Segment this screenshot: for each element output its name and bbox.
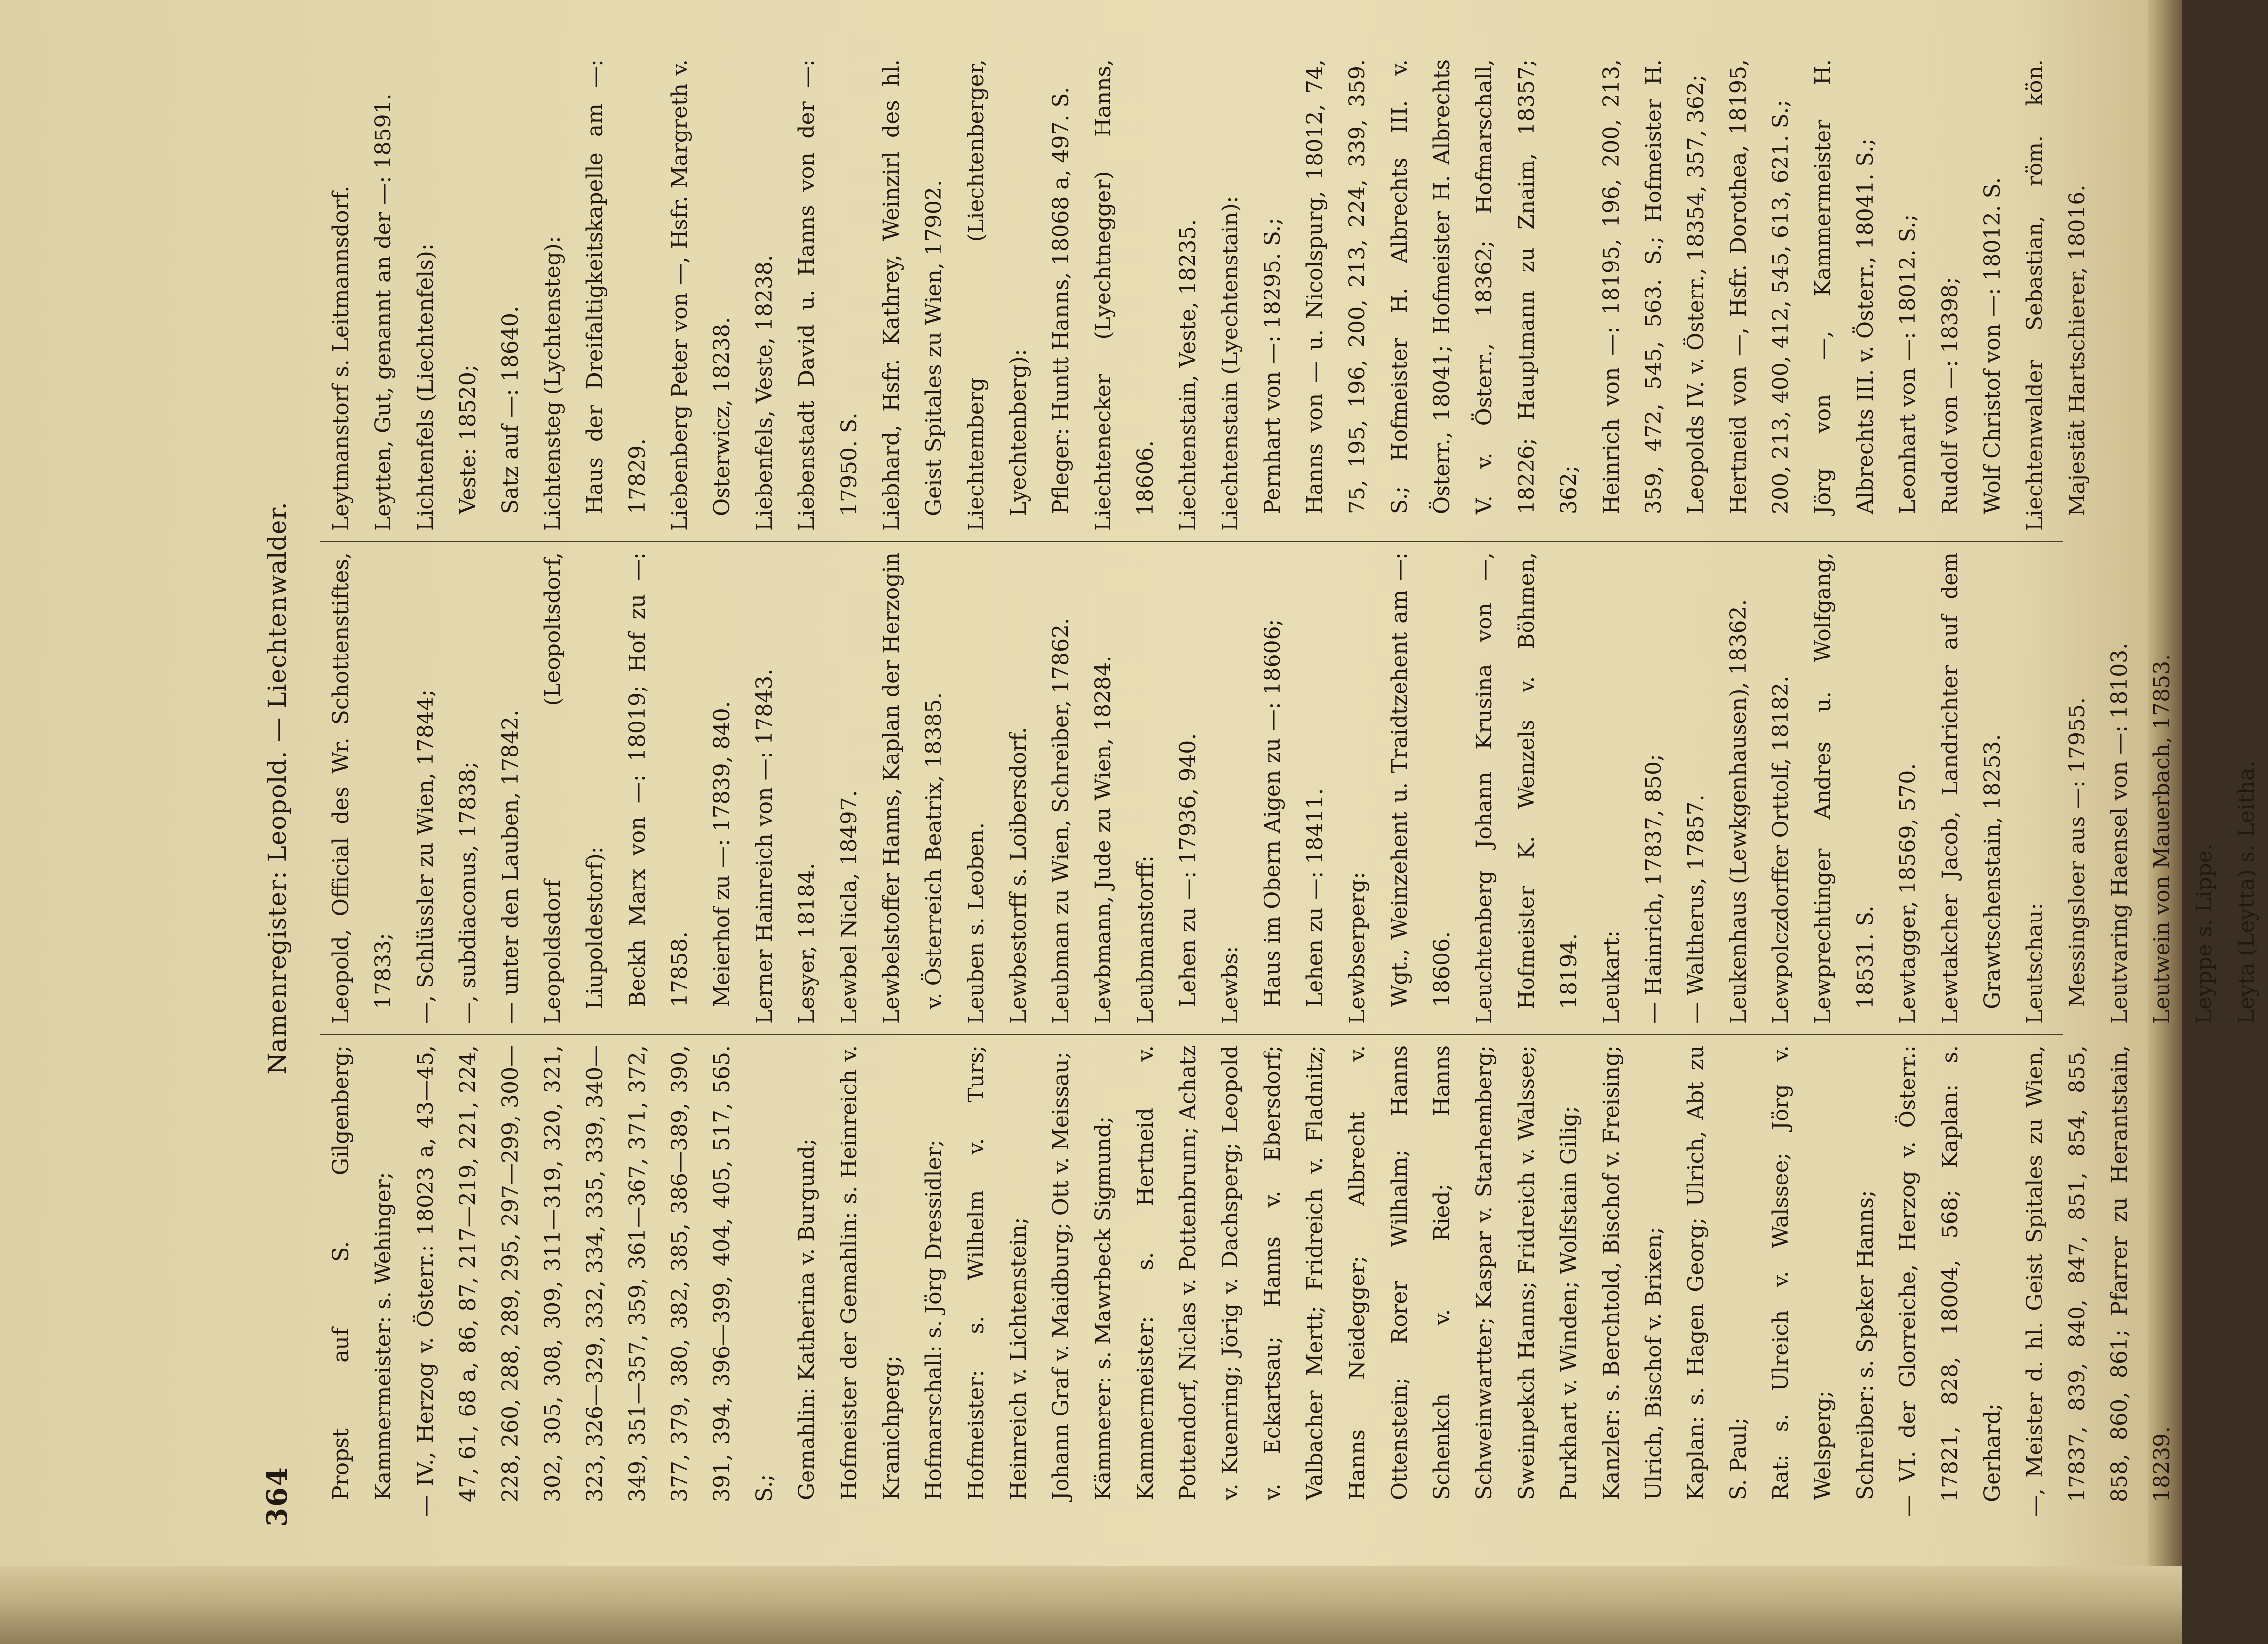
index-entry: Liebenberg Peter von —, Hsfr. Margreth v. Osterwicz, 18238. [667, 59, 735, 531]
index-columns [320, 49, 2259, 1527]
index-entry: Beckh Marx von —: 18019; Hof zu —: 17858. [625, 552, 692, 1007]
index-entry: Leyta (Leytta) s. Leitha. [2234, 760, 2259, 1024]
index-entry: Leukart: [1599, 930, 1624, 1024]
index-column-2 [320, 541, 2259, 1034]
index-entry: Haus im Obern Aigen zu —: 18606; [1260, 619, 1285, 1007]
running-head [251, 49, 310, 1527]
index-entry: Rudolf von —: 18398; [1938, 277, 1963, 514]
index-entry: Lehen zu —: 17936, 940. [1175, 733, 1200, 1007]
index-entry: — IV., Herzog v. Österr.: 18023 a, 43—45, 47, 61, 68 a, 86, 87, 217—219, 221, 224, 228, 260, 288, 289, 295, 297—299, 300—302, 305, 308, 309, 311—319, 320, 321, 323, 326—329, 332, 334, 335, 339, 340—349, 351—357, 359, 361—367, 371, 372, 377, 379, 380, 382, 385, 386—389, 390, 391, 394, 396—399, 404, 405, 517, 565. S.; [413, 1045, 777, 1517]
index-entry: — Hainrich, 17837, 850; [1641, 754, 1666, 1024]
index-entry: Liebhard, Hsfr. Kathrey, Weinzirl des hl. Geist Spitales zu Wien, 17902. [879, 59, 946, 531]
index-entry: Leopoldsdorf (Leopoltsdorf, Liupoldestorf): [540, 552, 608, 1024]
index-entry: Liechtenwalder Sebastian, röm. kön. Majestät Hartschierer, 18016. [2022, 59, 2090, 531]
index-entry: Jörg von —, Kammermeister H. Albrechts III. v. Österr., 18041. S.; [1811, 59, 1878, 514]
index-entry: Gemahlin: Katherina v. Burgund; [794, 1138, 819, 1500]
index-entry: — VI. der Glorreiche, Herzog v. Österr.: 17821, 828, 18004, 568; Kaplan: s. Gerhard; [1895, 1045, 2005, 1517]
index-entry: Lewbelstoffer Hanns, Kaplan der Herzogin v. Österreich Beatrix, 18385. [879, 552, 946, 1024]
index-entry: Leutvaring Haensel von —: 18103. [2107, 642, 2132, 1024]
running-head-title: Namenregister: Leopold. — Liechtenwalder. [263, 501, 292, 1075]
index-entry: Hanns von — u. Nicolspurg, 18012, 74, 75, 195, 196, 200, 213, 224, 339, 359. S.; Hofmeister H. Albrechts III. v. Österr., 18041; Hofmeister H. Albrechts V. v. Österr., 18362; Hofmarschall, 18226; Hauptmann zu Znaim, 18357; 362; [1302, 59, 1582, 514]
rotated-text-block [251, 0, 2259, 1527]
index-entry: Kanzler: s. Berchtold, Bischof v. Freising; Ulrich, Bischof v. Brixen; [1599, 1045, 1666, 1500]
index-entry: Messingsloer aus —: 17955. [2065, 697, 2090, 1007]
index-entry: Leyppe s. Lippe. [2192, 843, 2217, 1024]
index-entry: Leuben s. Leoben. [964, 822, 989, 1024]
index-entry: Johann Graf v. Maidburg; Ott v. Meissau; [1048, 1052, 1073, 1500]
index-entry: Wgt., Weinzehent u. Traidtzehent am —: 18606. [1387, 552, 1455, 1007]
index-entry: Liebenfels, Veste, 18238. [752, 255, 777, 531]
index-entry: Leutschau: [2022, 902, 2047, 1024]
index-entry: —, Meister d. hl. Geist Spitales zu Wien, 17837, 839, 840, 847, 851, 854, 855, 858, 860, 861; Pfarrer zu Herantstain, 18239. [2022, 1045, 2174, 1517]
index-entry: — unter den Lauben, 17842. [498, 709, 523, 1024]
index-entry: Pfleger: Huntt Hanns, 18068 a, 497. S. [1048, 87, 1073, 514]
index-entry: Lerner Hainreich von —: 17843. [752, 668, 777, 1024]
index-entry: Liebenstadt David u. Hanns von der —: 17950. S. [794, 59, 862, 531]
index-entry: Hofmeister der Gemahlin: s. Heinreich v. Kranichperg; [837, 1045, 904, 1500]
index-entry: Leytten, Gut, genannt an der —: 18591. [371, 93, 396, 531]
index-entry: Lewprechtinger Andres u. Wolfgang, 18531. S. [1811, 552, 1878, 1024]
index-entry: Leuchtenberg Johann Krusina von —, Hofmeister K. Wenzels v. Böhmen, 18194. [1472, 552, 1582, 1024]
index-entry: — Waltherus, 17857. [1684, 794, 1709, 1024]
index-entry: Propst auf S. Gilgenberg; Kammermeister: s. Wehinger; [328, 1045, 396, 1500]
index-entry: Leytmanstorf s. Leitmannsdorf. [328, 185, 354, 531]
index-entry: Rat: s. Ulreich v. Walssee; Jörg v. Welsperg; [1768, 1045, 1836, 1500]
index-entry: Leonhart von —: 18012. S.; [1895, 214, 1920, 514]
index-entry: Liechtenstain, Veste, 18235. [1175, 219, 1200, 531]
index-entry: Wolf Christof von —: 18012. S. [1980, 177, 2005, 514]
index-entry: Lewtakcher Jacob, Landrichter auf dem Grawtschenstain, 18253. [1938, 552, 2005, 1024]
page-number: 364 [261, 1466, 293, 1527]
index-entry: Lewtagger, 18569, 570. [1895, 763, 1920, 1024]
index-entry: Lichtensteg (Lychtensteg): [540, 236, 565, 531]
index-entry: Lewpolczdorffer Orttolf, 18182. [1768, 675, 1793, 1024]
index-entry: Lewbserperg: [1345, 872, 1370, 1024]
index-entry: Leutwein von Mauerbach, 17853. [2149, 654, 2174, 1024]
index-entry: Lehen zu —: 18411. [1302, 788, 1328, 1007]
index-entry: Lewbmann, Jude zu Wien, 18284. [1091, 655, 1116, 1024]
index-entry: Schreiber: s. Speker Hanns; [1853, 1190, 1878, 1500]
index-entry: Hofmeister: s. Wilhelm v. Turs; Heinreich v. Lichtenstein; [964, 1045, 1031, 1500]
index-entry: Leubman zu Wien, Schreiber, 17862. [1048, 617, 1073, 1024]
index-entry: Hofmarschall: s. Jörg Dressidler; [921, 1139, 946, 1500]
index-entry: —, Schlüssler zu Wien, 17844; [413, 690, 438, 1024]
index-entry: Kammermeister: s. Hertneid v. Pottendorf, Niclas v. Pottenbrunn; Achatz v. Kuenring; Jörig v. Dachsperg; Leopold v. Eckartsau; Hanns v. Ebersdorf; Valbacher Mertt; Fridreich v. Fladnitz; Hanns Neidegger; Albrecht v. Ottenstein; Rorer Wilhalm; Hanns Schenkch v. Ried; Hanns Schweinwartter; Kaspar v. Starhemberg; Sweinpekch Hanns; Fridreich v. Walssee; Purkhart v. Winden; Wolfstain Gilig; [1133, 1045, 1582, 1500]
index-entry: Liechtemberg (Liechtenberger, Lyechtenberg): [964, 59, 1031, 531]
index-entry: Veste: 18520; [455, 364, 481, 514]
index-entry: —, subdiaconus, 17838; [455, 761, 481, 1024]
index-entry: Lichtenfels (Liechtenfels): [413, 243, 438, 531]
index-entry: Lewbel Nicla, 18497. [837, 790, 862, 1024]
index-entry: Kaplan: s. Hagen Georg; Ulrich, Abt zu S. Paul; [1684, 1045, 1751, 1500]
index-column-1 [320, 1034, 2174, 1527]
book-gutter [0, 1566, 2182, 1644]
index-entry: Lewbs: [1218, 946, 1243, 1024]
index-column-3 [320, 49, 2090, 541]
index-entry: Haus der Dreifaltigkeitskapelle am —: 17829. [583, 59, 650, 514]
index-entry: Satz auf —: 18640. [498, 306, 523, 514]
index-entry: Leukenhaus (Lewkgenhausen), 18362. [1726, 599, 1751, 1024]
index-entry: Pernhart von —: 18295. S.; [1260, 217, 1285, 514]
index-entry: Liechtenecker (Lyechtnegger) Hanns, 18606. [1091, 59, 1158, 531]
index-entry: Kämmerer: s. Mawrbeck Sigmund; [1091, 1116, 1116, 1500]
index-entry: Liechtenstain (Lyechtenstain): [1218, 196, 1243, 531]
index-entry: Heinrich von —: 18195, 196, 200, 213, 359, 472, 545, 563. S.; Hofmeister H. Leopolds IV. v. Österr., 18354, 357, 362; [1599, 59, 1709, 514]
index-entry: Lewbestorff s. Loibersdorf. [1006, 727, 1031, 1024]
index-entry: Hertneid von —, Hsfr. Dorothea, 18195, 200, 213, 400, 412, 545, 613, 621. S.; [1726, 59, 1793, 514]
index-entry: Meierhof zu —: 17839, 840. [710, 701, 735, 1007]
index-entry: Lesyer, 18184. [794, 863, 819, 1024]
index-entry: Leubmanstorff: [1133, 855, 1158, 1024]
index-entry: Leopold, Official des Wr. Schottenstiftes, 17833; [328, 552, 396, 1024]
